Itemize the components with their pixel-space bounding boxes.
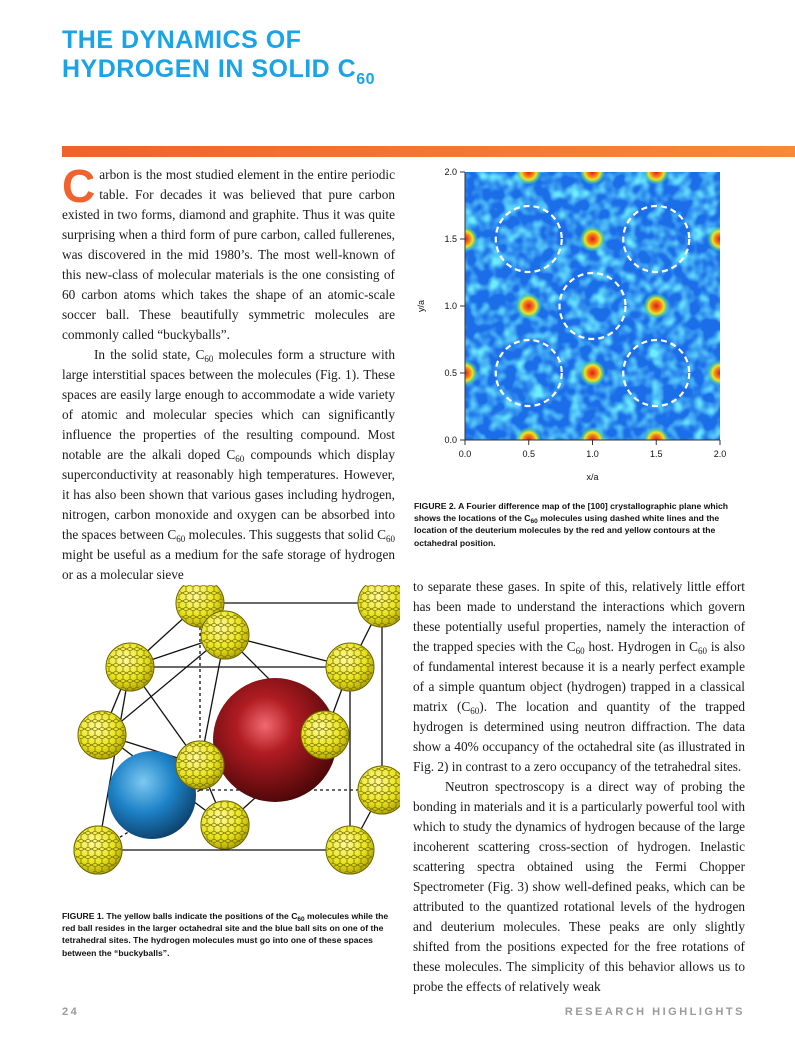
buckyball — [301, 711, 349, 759]
page-title — [62, 26, 375, 94]
x-tick-label: 1.0 — [586, 449, 599, 459]
page-number: 24 — [62, 1006, 80, 1018]
drop-cap: C — [62, 160, 96, 212]
y-tick-label: 0.5 — [444, 368, 457, 378]
buckyball — [176, 741, 224, 789]
paragraph-1: Carbon is the most studied element in the entire periodic table. For decades it was believed that pure carbon existed in two forms, diamond and graphite. Thus it was quite surprising when a third form of pure carbon, called fullerenes, was discovered in the mid 1980’s. The most well-known of this new-class of molecular materials is the one consisting of 60 carbon atoms which takes the shape of an atomic-scale soccer ball. These beautifully symmetric molecules are commonly called “buckyballs”. — [62, 160, 395, 342]
deuterium-peak — [643, 160, 669, 185]
x-tick-label: 2.0 — [713, 449, 727, 459]
figure-2-heatmap — [410, 160, 740, 492]
buckyball — [78, 711, 126, 759]
y-tick-label: 1.0 — [444, 301, 457, 311]
x-tick-label: 1.5 — [649, 449, 663, 459]
x-axis-label: x/a — [586, 472, 599, 482]
left-text-column — [62, 160, 396, 585]
section-label: RESEARCH HIGHLIGHTS — [564, 1006, 745, 1018]
buckyball — [201, 801, 249, 849]
buckyball — [326, 643, 374, 691]
y-axis-label: y/a — [416, 299, 426, 313]
heatmap-texture — [465, 172, 720, 440]
figure-1-crystal-structure — [60, 585, 400, 895]
deuterium-peak — [580, 360, 606, 386]
title-line-2: HYDROGEN IN SOLID C — [62, 55, 357, 83]
deuterium-peak — [707, 226, 733, 252]
buckyball — [201, 611, 249, 659]
y-tick-label: 1.5 — [444, 234, 457, 244]
buckyball — [74, 826, 122, 874]
buckyball — [358, 766, 400, 814]
header-rule — [62, 146, 795, 157]
figure-1-caption: FIGURE 1. The yellow balls indicate the positions of the $C_{60}$ molecules while the red ball resides in the larger octahedral site and the blue ball sits on one of the tetrahedral sites. The hydrogen molecules must go into one of these spaces between the “buckyballs”. — [62, 911, 389, 958]
buckyball — [358, 585, 400, 627]
y-tick-label: 2.0 — [444, 167, 457, 177]
figure-2-caption: FIGURE 2. A Fourier difference map of the [100] crystallographic plane which shows the locations of the $C_{60}$ molecules using dashed white lines and the location of the deuterium molecules by the red and yellow contours at the octahedral position. — [414, 501, 729, 548]
x-tick-label: 0.5 — [522, 449, 536, 459]
deuterium-peak — [707, 360, 733, 386]
buckyball — [106, 643, 154, 691]
title-subscript: 60 — [356, 71, 376, 88]
right-text-column — [413, 577, 745, 997]
y-tick-label: 0.0 — [444, 435, 457, 445]
paragraph-2: In the solid state, $C_{60}$ molecules form a structure with large interstitial spaces between the molecules (Fig. 1). These spaces are easily large enough to accommodate a wide variety of atomic and molecular species which can significantly influence the properties of the resulting compound. Most notable are the alkali doped $C_{60}$ compounds which display superconductivity at reasonably high temperatures. However, it has also been shown that various gases including hydrogen, nitrogen, carbon monoxide and oxygen can be absorbed into the spaces between $C_{60}$ molecules. This suggests that solid $C_{60}$ might be useful as a medium for the safe storage of hydrogen or as a molecular sieve — [62, 347, 396, 582]
deuterium-peak — [516, 160, 542, 185]
buckyball — [326, 826, 374, 874]
title-line-1: THE DYNAMICS OF — [62, 26, 302, 54]
paragraph-4: Neutron spectroscopy is a direct way of probing the bonding in materials and it is a particularly powerful tool with which to study the dynamics of hydrogen because of the large incoherent scattering cross-section of hydrogen. Inelastic scattering spectra obtained using the Fermi Chopper Spectrometer (Fig. 3) show well-defined peaks, which can be attributed to the quantized rotational levels of the hydrogen and deuterium molecules. These peaks are only slightly shifted from the positions expected for the free rotations of these molecules. The simplicity of this behavior allows us to probe the effects of relatively weak — [413, 779, 745, 994]
deuterium-peak — [580, 160, 606, 185]
paragraph-3: to separate these gases. In spite of this, relatively little effort has been made to understand the interactions which govern these potentially useful properties, namely the interaction of the trapped species with the $C_{60}$ host. Hydrogen in $C_{60}$ is also of fundamental interest because it is a nearly perfect example of a simple quantum object (hydrogen) trapped in a classical matrix $(C_{60})$. The location and quantity of the trapped hydrogen is determined using neutron diffraction. The data show a 40% occupancy of the octahedral site (as illustrated in Fig. 2) in contrast to a zero occupancy of the tetrahedral sites. — [413, 579, 745, 774]
deuterium-peak — [643, 293, 669, 319]
x-tick-label: 0.0 — [458, 449, 472, 459]
deuterium-peak — [516, 293, 542, 319]
deuterium-peak — [580, 226, 606, 252]
